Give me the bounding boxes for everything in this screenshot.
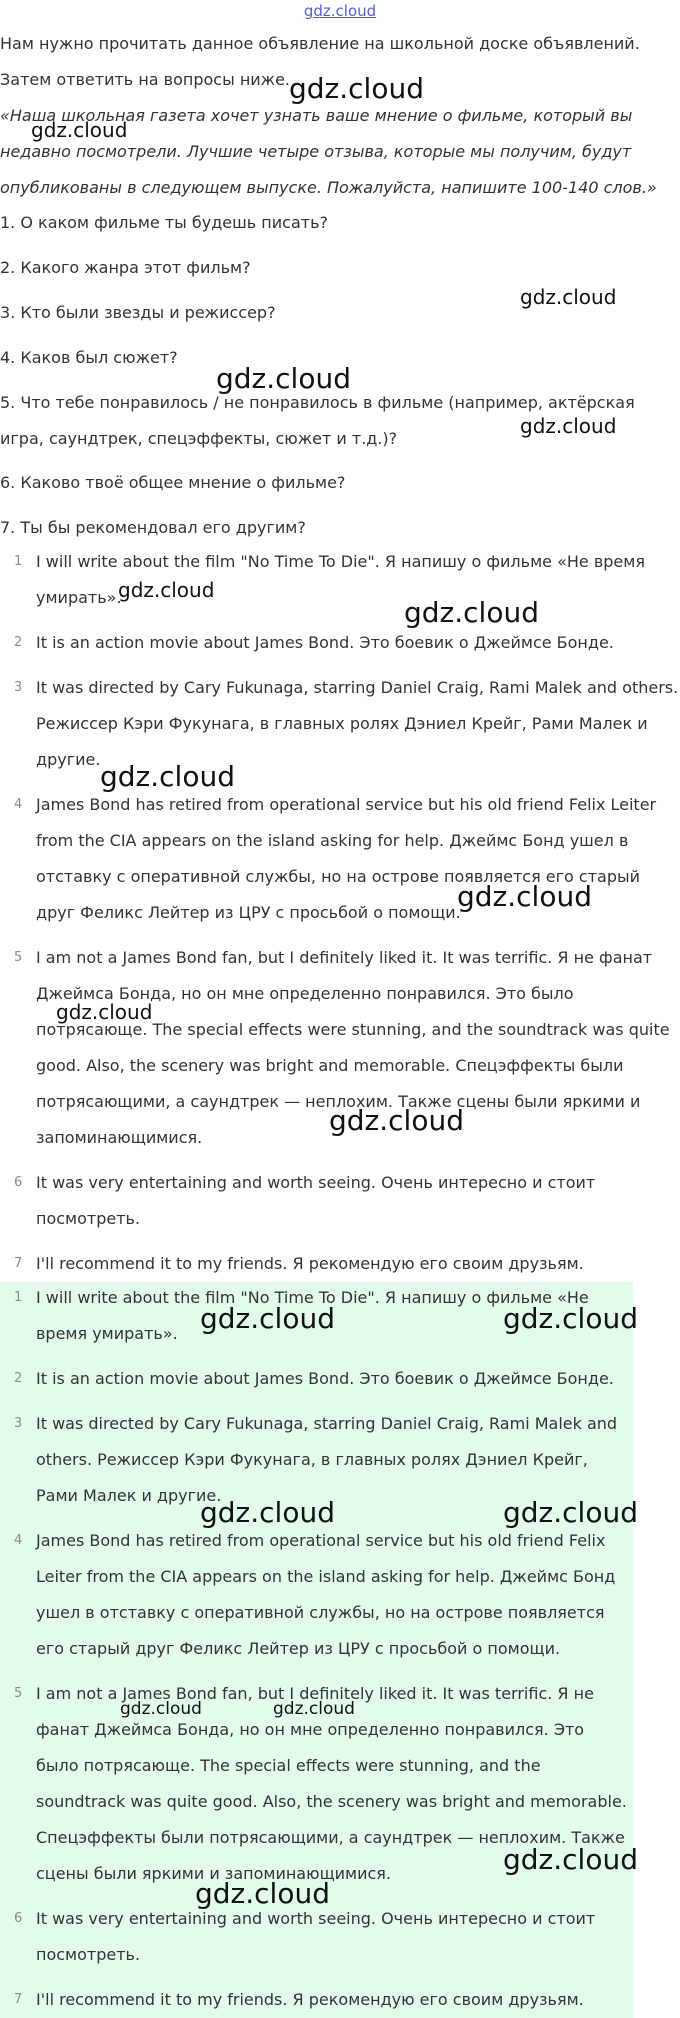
answer-text: I am not a James Bond fan, but I definitely liked it. It was terrific. Я не фанат Джеймса Бонда, но он мне определенно понравился. Это было потрясающе. The special effects were stunning, and the soundtrack was quite good. Also, the scenery was bright and memorable. Спецэффекты были потрясающими, а саундтрек — неплохим. Также сцены были яркими и запоминающимися. [36, 1684, 627, 1883]
answer-number: 1 [14, 554, 23, 569]
watermark: gdz.cloud [457, 880, 592, 913]
question-7: 7. Ты бы рекомендовал его другим? [0, 518, 306, 537]
intro-line-2: Затем ответить на вопросы ниже. [0, 70, 291, 89]
watermark: gdz.cloud [503, 1496, 638, 1529]
watermark: gdz.cloud [503, 1302, 638, 1335]
watermark: gdz.cloud [100, 760, 235, 793]
watermark: gdz.cloud [31, 118, 128, 142]
watermark: gdz.cloud [273, 1699, 355, 1719]
answer-text: It was very entertaining and worth seeing. Очень интересно и стоит посмотреть. [36, 1173, 596, 1228]
answer-text: It is an action movie about James Bond. Это боевик о Джеймсе Бонде. [36, 633, 614, 652]
answer-number: 7 [14, 1992, 23, 2007]
watermark: gdz.cloud [56, 1000, 153, 1024]
watermark: gdz.cloud [289, 72, 424, 105]
watermark: gdz.cloud [195, 1877, 330, 1910]
watermark: gdz.cloud [404, 596, 539, 629]
intro-line-1: Нам нужно прочитать данное объявление на школьной доске объявлений. [0, 34, 640, 53]
answer-text: I'll recommend it to my friends. Я рекомендую его своим друзьям. [36, 1990, 584, 2009]
answer-text: It was directed by Cary Fukunaga, starring Daniel Craig, Rami Malek and others. Режиссер Кэри Фукунага, в главных ролях Дэниел Крейг, Рами Малек и другие. [36, 678, 679, 769]
answer-text: It was directed by Cary Fukunaga, starring Daniel Craig, Rami Malek and others. Режиссер Кэри Фукунага, в главных ролях Дэниел Крейг, Рами Малек и другие. [36, 1414, 618, 1505]
answer-number: 5 [14, 950, 23, 965]
question-3: 3. Кто были звезды и режиссер? [0, 303, 276, 322]
answer-number: 2 [14, 635, 23, 650]
intro-quote: «Наша школьная газета хочет узнать ваше мнение о фильме, который вы недавно посмотрели. Лучшие четыре отзыва, которые мы получим, будут опубликованы в следующем выпуске. Пожалуйста, напишите 100-140 слов.» [0, 106, 657, 197]
watermark: gdz.cloud [520, 285, 617, 309]
answer-text: I am not a James Bond fan, but I definitely liked it. It was terrific. Я не фанат Джеймса Бонда, но он мне определенно понравился. Это было потрясающе. The special effects were stunning, and the soundtrack was quite good. Also, the scenery was bright and memorable. Спецэффекты были потрясающими, а саундтрек — неплохим. Также сцены были яркими и запоминающимися. [36, 948, 670, 1147]
answer-number: 6 [14, 1175, 23, 1190]
answer-number: 4 [14, 1533, 23, 1548]
answer-text: I'll recommend it to my friends. Я рекомендую его своим друзьям. [36, 1254, 584, 1273]
question-2: 2. Какого жанра этот фильм? [0, 258, 251, 277]
question-1: 1. О каком фильме ты будешь писать? [0, 213, 328, 232]
answer-text: I will write about the film "No Time To Die". Я напишу о фильме «Не время умирать». [36, 552, 645, 607]
answer-number: 3 [14, 680, 23, 695]
answer-text: It was very entertaining and worth seeing. Очень интересно и стоит посмотреть. [36, 1909, 596, 1964]
watermark: gdz.cloud [118, 578, 215, 602]
answer-text: James Bond has retired from operational service but his old friend Felix Leiter from the CIA appears on the island asking for help. Джеймс Бонд ушел в отставку с оперативной службы, но на острове появляется его старый друг Феликс Лейтер из ЦРУ с просьбой о помощи. [36, 795, 657, 922]
answer-number: 2 [14, 1371, 23, 1386]
watermark: gdz.cloud [216, 362, 351, 395]
watermark: gdz.cloud [200, 1496, 335, 1529]
watermark: gdz.cloud [200, 1302, 335, 1335]
site-link[interactable]: gdz.cloud [303, 2, 377, 20]
answer-text: James Bond has retired from operational service but his old friend Felix Leiter from the CIA appears on the island asking for help. Джеймс Бонд ушел в отставку с оперативной службы, но на острове появляется его старый друг Феликс Лейтер из ЦРУ с просьбой о помощи. [36, 1531, 616, 1658]
answer-text: It is an action movie about James Bond. Это боевик о Джеймсе Бонде. [36, 1369, 614, 1388]
intro-block [0, 26, 665, 206]
answer-number: 3 [14, 1416, 23, 1431]
question-4: 4. Каков был сюжет? [0, 348, 178, 367]
answer-number: 1 [14, 1290, 23, 1305]
watermark: gdz.cloud [120, 1699, 202, 1719]
answer-number: 5 [14, 1686, 23, 1701]
watermark: gdz.cloud [520, 414, 617, 438]
watermark: gdz.cloud [329, 1104, 464, 1137]
answer-number: 4 [14, 797, 23, 812]
question-5: 5. Что тебе понравилось / не понравилось в фильме (например, актёрская игра, саундтрек, спецэффекты, сюжет и т.д.)? [0, 393, 635, 448]
answer-number: 7 [14, 1256, 23, 1271]
question-6: 6. Каково твоё общее мнение о фильме? [0, 473, 346, 492]
watermark: gdz.cloud [503, 1843, 638, 1876]
answer-number: 6 [14, 1911, 23, 1926]
answer-text: I will write about the film "No Time To Die". Я напишу о фильме «Не время умирать». [36, 1288, 589, 1343]
